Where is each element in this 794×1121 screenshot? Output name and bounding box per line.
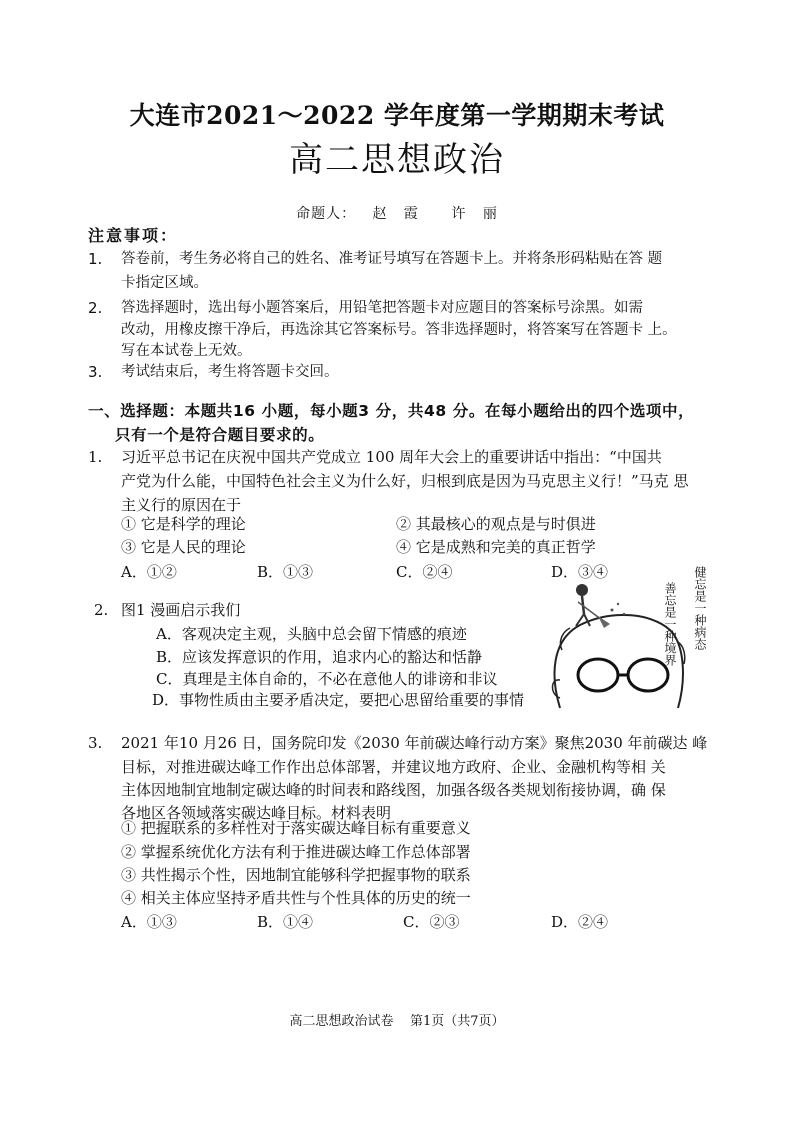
notice-2-line-1: 答选择题时，选出每小题答案后，用铅笔把答题卡对应题目的答案标号涂黑。如需 bbox=[121, 300, 643, 316]
q3-statement-2: ② 掌握系统优化方法有利于推进碳达峰工作总体部署 bbox=[121, 843, 471, 861]
page-footer: 高二思想政治试卷 第1页（共7页） bbox=[289, 1014, 505, 1029]
q1-statement-4: ④ 它是成熟和完美的真正哲学 bbox=[396, 538, 596, 556]
q1-statement-1: ① 它是科学的理论 bbox=[121, 515, 246, 533]
q2-option-c: C．真理是主体自命的，不必在意他人的诽谤和非议 bbox=[156, 670, 498, 688]
section-heading-line-1: 一、选择题：本题共16 小题，每小题3 分，共48 分。在每小题给出的四个选项中， bbox=[88, 402, 695, 420]
q1-choice-d: D．③④ bbox=[551, 563, 609, 581]
q1-choice-b: B．①③ bbox=[257, 563, 314, 581]
q2-option-b: B．应该发挥意识的作用，追求内心的豁达和恬静 bbox=[156, 648, 483, 666]
q3-choice-a: A．①③ bbox=[121, 913, 177, 931]
q1-number: 1. bbox=[88, 448, 103, 466]
q3-stem-line-2: 目标，对推进碳达峰工作作出总体部署，并建议地方政府、企业、金融机构等相 关 bbox=[121, 758, 666, 776]
q3-statement-4: ④ 相关主体应坚持矛盾共性与个性具体的历史的统一 bbox=[121, 889, 471, 907]
q3-stem-line-1: 2021 年10 月26 日，国务院印发《2030 年前碳达峰行动方案》聚焦2030 年前碳达 峰 bbox=[121, 734, 708, 752]
notice-3-line-1: 考试结束后，考生将答题卡交回。 bbox=[121, 364, 339, 380]
cartoon-caption-2: 善忘是一种境界 bbox=[663, 582, 677, 666]
notice-num-1: 1. bbox=[88, 250, 103, 268]
q3-choice-d: D．②④ bbox=[551, 913, 609, 931]
q2-option-d: D．事物性质由主要矛盾决定，要把心思留给重要的事情 bbox=[152, 691, 525, 709]
q2-number: 2. bbox=[94, 601, 109, 619]
q3-stem-line-3: 主体因地制宜地制定碳达峰的时间表和路线图，加强各级各类规划衔接协调，确 保 bbox=[121, 781, 666, 799]
q1-stem-line-3: 主义行的原因在于 bbox=[121, 496, 242, 514]
exam-title: 大连市2021～2022 学年度第一学期期末考试 bbox=[129, 101, 665, 130]
q3-choice-b: B．①④ bbox=[257, 913, 314, 931]
q2-stem: 图1 漫画启示我们 bbox=[121, 601, 241, 619]
notice-2-line-2: 改动，用橡皮擦干净后，再选涂其它答案标号。答非选择题时，将答案写在答题卡 上。 bbox=[121, 322, 677, 338]
q1-stem-line-2: 产党为什么能，中国特色社会主义为什么好，归根到底是因为马克思主义行！”马克 思 bbox=[121, 472, 689, 490]
q1-statement-3: ③ 它是人民的理论 bbox=[121, 538, 246, 556]
q1-choice-a: A．①② bbox=[121, 563, 177, 581]
authors: 命题人： 赵 霞 许 丽 bbox=[296, 206, 498, 222]
cartoon-caption-1: 健忘是一种病态 bbox=[693, 566, 707, 650]
notice-1-line-1: 答卷前，考生务必将自己的姓名、准考证号填写在答题卡上。并将条形码粘贴在答 题 bbox=[121, 251, 663, 267]
q1-stem-line-1: 习近平总书记在庆祝中国共产党成立 100 周年大会上的重要讲话中指出：“中国共 bbox=[121, 448, 662, 466]
q3-number: 3. bbox=[88, 734, 103, 752]
q3-stem-line-4: 各地区各领域落实碳达峰目标。材料表明 bbox=[121, 804, 392, 822]
notice-1-line-2: 卡指定区域。 bbox=[121, 275, 208, 291]
q2-option-a: A．客观决定主观，头脑中总会留下情感的痕迹 bbox=[156, 625, 467, 643]
notice-2-line-3: 写在本试卷上无效。 bbox=[121, 343, 252, 359]
notice-heading: 注意事项： bbox=[88, 226, 179, 245]
notice-num-3: 3. bbox=[88, 363, 103, 381]
notice-num-2: 2. bbox=[88, 299, 103, 317]
q3-statement-1: ① 把握联系的多样性对于落实碳达峰目标有重要意义 bbox=[121, 819, 471, 837]
q3-choice-c: C．②③ bbox=[403, 913, 460, 931]
q3-statement-3: ③ 共性揭示个性，因地制宜能够科学把握事物的联系 bbox=[121, 866, 471, 884]
q1-statement-2: ② 其最核心的观点是与时俱进 bbox=[396, 515, 596, 533]
section-heading-line-2: 只有一个是符合题目要求的。 bbox=[115, 426, 325, 444]
subject-title: 高二思想政治 bbox=[289, 140, 505, 180]
q1-choice-c: C．②④ bbox=[396, 563, 453, 581]
